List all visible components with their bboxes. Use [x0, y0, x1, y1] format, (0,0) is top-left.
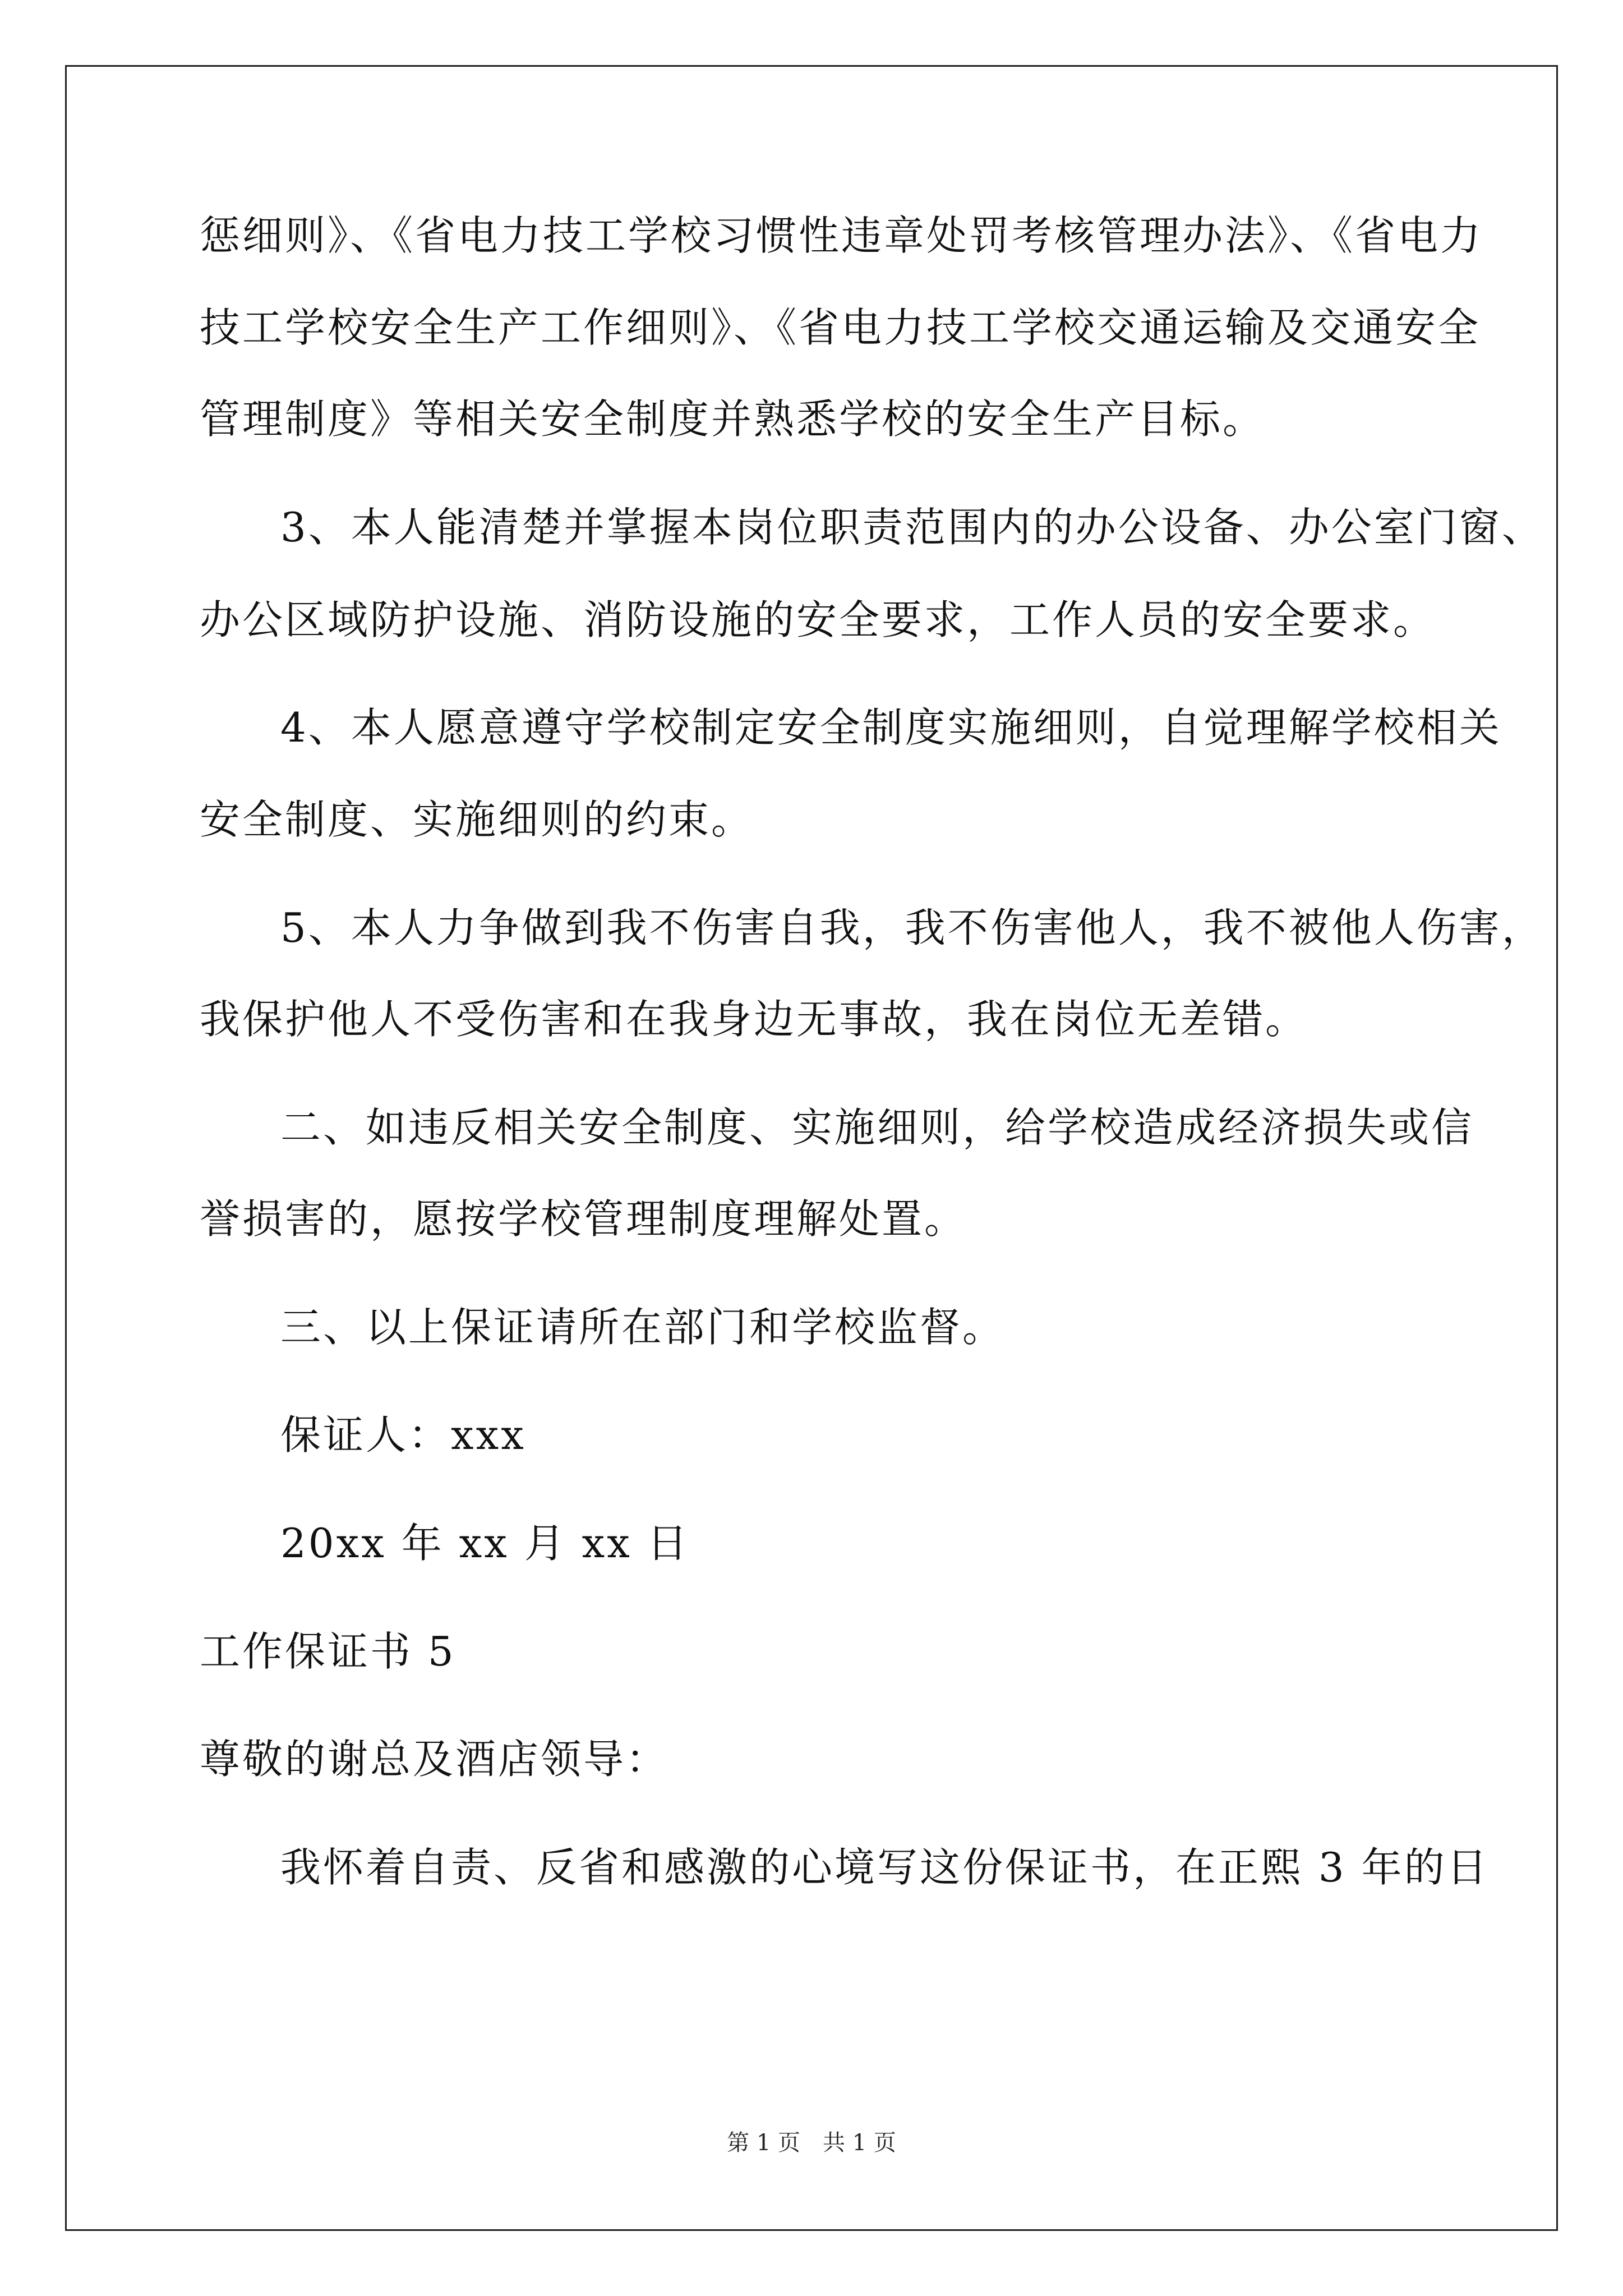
- text-line-8: 5、本人力争做到我不伤害自我，我不伤害他人，我不被他人伤害，: [280, 904, 1544, 951]
- text-line-7: 安全制度、实施细则的约束。: [200, 796, 754, 843]
- signer-line: 保证人：xxx: [280, 1411, 526, 1458]
- text-line-10: 二、如违反相关安全制度、实施细则，给学校造成经济损失或信: [280, 1104, 1474, 1151]
- text-line-17: 我怀着自责、反省和感激的心境写这份保证书，在正熙 3 年的日: [280, 1844, 1490, 1891]
- text-line-4: 3、本人能清楚并掌握本岗位职责范围内的办公设备、办公室门窗、: [280, 504, 1544, 551]
- text-line-11: 誉损害的，愿按学校管理制度理解处置。: [200, 1195, 967, 1243]
- section-title: 工作保证书 5: [200, 1628, 456, 1675]
- salutation: 尊敬的谢总及酒店领导：: [200, 1736, 669, 1783]
- text-line-6: 4、本人愿意遵守学校制定安全制度实施细则，自觉理解学校相关: [280, 704, 1502, 751]
- text-line-2: 技工学校安全生产工作细则》、《省电力技工学校交通运输及交通安全: [200, 304, 1481, 351]
- text-line-12: 三、以上保证请所在部门和学校监督。: [280, 1304, 1006, 1351]
- text-line-3: 管理制度》等相关安全制度并熟悉学校的安全生产目标。: [200, 395, 1266, 443]
- text-line-5: 办公区域防护设施、消防设施的安全要求，工作人员的安全要求。: [200, 596, 1436, 643]
- date-line: 20xx 年 xx 月 xx 日: [280, 1520, 690, 1567]
- text-line-9: 我保护他人不受伤害和在我身边无事故，我在岗位无差错。: [200, 996, 1308, 1043]
- page-footer: 第 1 页 共 1 页: [727, 2130, 896, 2156]
- text-line-1: 惩细则》、《省电力技工学校习惯性违章处罚考核管理办法》、《省电力: [200, 212, 1483, 259]
